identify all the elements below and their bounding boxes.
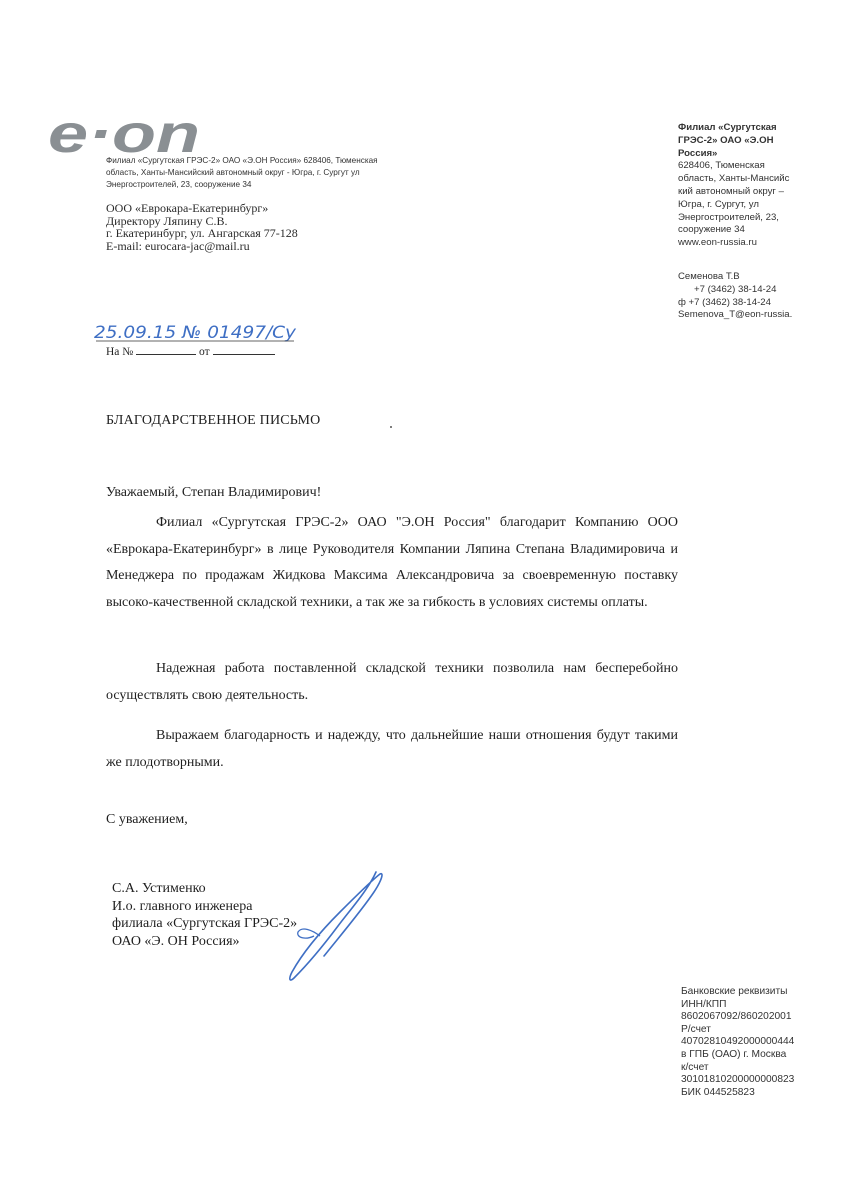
recipient-person: Директору Ляпину С.В. bbox=[106, 213, 228, 228]
bank-details bbox=[681, 986, 831, 1099]
branch-address-5: Энергостроителей, 23, bbox=[678, 211, 779, 223]
inn-label: ИНН/КПП bbox=[681, 998, 727, 1010]
paragraph-2: Надежная работа поставленной складской техники позволила нам бесперебойно осуществлять свою деятельность. bbox=[106, 661, 678, 703]
inn-value: 8602067092/860202001 bbox=[681, 1011, 792, 1023]
recipient-address: г. Екатеринбург, ул. Ангарская 77-128 bbox=[106, 226, 298, 240]
closing: С уважением, bbox=[106, 812, 188, 827]
branch-address-3: кий автономный округ – bbox=[678, 185, 784, 197]
bank-heading: Банковские реквизиты bbox=[681, 986, 788, 997]
stray-dot bbox=[390, 426, 392, 428]
branch-name-2: ГРЭС-2» ОАО «Э.ОН bbox=[678, 134, 774, 146]
paragraph-1: Филиал «Сургутская ГРЭС-2» ОАО "Э.ОН Россия" благодарит Компанию ООО «Еврокара-Екатеринбург» в лице Руководителя Компании Ляпина Степана Владимировича и Менеджера по продажам Жидкова Максима Александровича за своевременную поставку высоко-качественной складской техники, а так же за гибкость в условиях системы оплаты. bbox=[106, 515, 678, 610]
signer-branch: филиала «Сургутская ГРЭС-2» bbox=[112, 916, 298, 931]
branch-address-1: 628406, Тюменская bbox=[678, 160, 765, 172]
letter-title: БЛАГОДАРСТВЕННОЕ ПИСЬМО bbox=[106, 413, 321, 428]
branch-address-6: сооружение 34 bbox=[678, 224, 745, 236]
contact-fax: ф +7 (3462) 38-14-24 bbox=[678, 296, 771, 308]
eon-logo bbox=[48, 108, 208, 160]
from-label: от bbox=[199, 346, 210, 358]
signer-name: С.А. Устименко bbox=[112, 881, 206, 896]
signer-block bbox=[112, 880, 297, 950]
contact-block bbox=[678, 271, 818, 322]
recipient-block bbox=[106, 202, 298, 252]
rs-label: Р/счет bbox=[681, 1023, 711, 1035]
on-label: На № bbox=[106, 346, 134, 358]
branch-details bbox=[678, 122, 810, 250]
registration-handwritten bbox=[92, 314, 302, 348]
branch-name-1: Филиал «Сургутская bbox=[678, 122, 777, 133]
branch-name-3: Россия» bbox=[678, 147, 718, 159]
branch-address-2: область, Ханты-Мансийс bbox=[678, 173, 790, 185]
recipient-company: ООО «Еврокара-Екатеринбург» bbox=[106, 201, 269, 215]
branch-website: www.eon-russia.ru bbox=[678, 237, 757, 249]
signer-position: И.о. главного инженера bbox=[112, 898, 253, 914]
contact-phone: +7 (3462) 38-14-24 bbox=[694, 283, 777, 295]
contact-email: Semenova_T@eon-russia. bbox=[678, 309, 793, 321]
ks-label: к/счет bbox=[681, 1061, 709, 1073]
recipient-email: E-mail: eurocara-jac@mail.ru bbox=[106, 238, 250, 253]
signer-company: ОАО «Э. ОН Россия» bbox=[112, 933, 240, 949]
registration-reference bbox=[106, 344, 275, 358]
bik-value: БИК 044525823 bbox=[681, 1086, 755, 1098]
rs-value: 40702810492000000444 bbox=[681, 1036, 795, 1048]
ks-value: 30101810200000000823 bbox=[681, 1074, 795, 1086]
on-blank bbox=[136, 344, 196, 355]
salutation: Уважаемый, Степан Владимирович! bbox=[106, 485, 322, 500]
from-blank bbox=[213, 344, 275, 355]
registration-number: 25.09.15 № 01497/Су bbox=[94, 323, 298, 343]
signature bbox=[280, 866, 390, 986]
branch-address-4: Югра, г. Сургут, ул bbox=[678, 198, 759, 210]
sender-address: Филиал «Сургутская ГРЭС-2» ОАО «Э.ОН Россия» 628406, Тюменская область, Ханты-Мансийский автономный округ - Югра, г. Сургут ул Энергостроителей, 23, сооружение 34 bbox=[106, 156, 378, 189]
bank-name: в ГПБ (ОАО) г. Москва bbox=[681, 1048, 787, 1060]
paragraph-3: Выражаем благодарность и надежду, что дальнейшие наши отношения будут такими же плодотворными. bbox=[106, 728, 678, 770]
logo-text: e·on bbox=[48, 108, 200, 160]
contact-name: Семенова Т.В bbox=[678, 271, 740, 282]
